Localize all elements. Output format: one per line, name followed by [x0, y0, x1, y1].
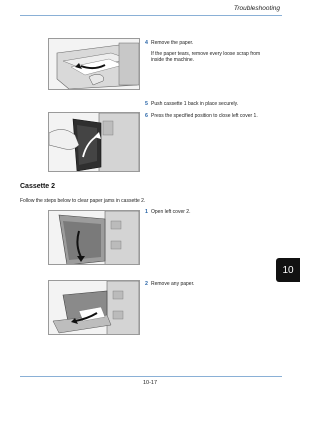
remove-paper-drawing	[49, 39, 140, 90]
page-header	[0, 0, 300, 20]
step-text: Push cassette 1 back in place securely.	[151, 101, 239, 107]
section-intro: Follow the steps below to clear paper jams in cassette 2.	[20, 198, 146, 204]
step-number: 1	[145, 209, 148, 215]
step-number: 6	[145, 113, 148, 119]
header-rule	[20, 15, 282, 16]
footer-rule	[20, 376, 282, 377]
step-text: Remove the paper.	[151, 40, 194, 46]
remove-any-paper-drawing	[49, 281, 140, 335]
chapter-tab	[276, 258, 300, 282]
close-cover-drawing	[49, 113, 140, 172]
illustration-remove-paper	[48, 38, 140, 90]
step-text: Press the specified position to close left cover 1.	[151, 113, 258, 119]
step-text: Open left cover 2.	[151, 209, 191, 215]
step-number: 4	[145, 40, 148, 46]
step-number: 5	[145, 101, 148, 107]
header-title: Troubleshooting	[233, 5, 280, 12]
step-4-note: If the paper tears, remove every loose scrap from inside the machine.	[151, 51, 261, 64]
page-number: 10-17	[142, 380, 158, 386]
step-number: 2	[145, 281, 148, 287]
illustration-remove-any-paper	[48, 280, 140, 335]
section-title: Cassette 2	[20, 183, 56, 190]
chapter-number: 10	[282, 264, 294, 276]
illustration-open-left-cover-2	[48, 210, 140, 265]
illustration-close-left-cover-1	[48, 112, 140, 172]
open-cover-drawing	[49, 211, 140, 265]
step-text: Remove any paper.	[151, 281, 195, 287]
